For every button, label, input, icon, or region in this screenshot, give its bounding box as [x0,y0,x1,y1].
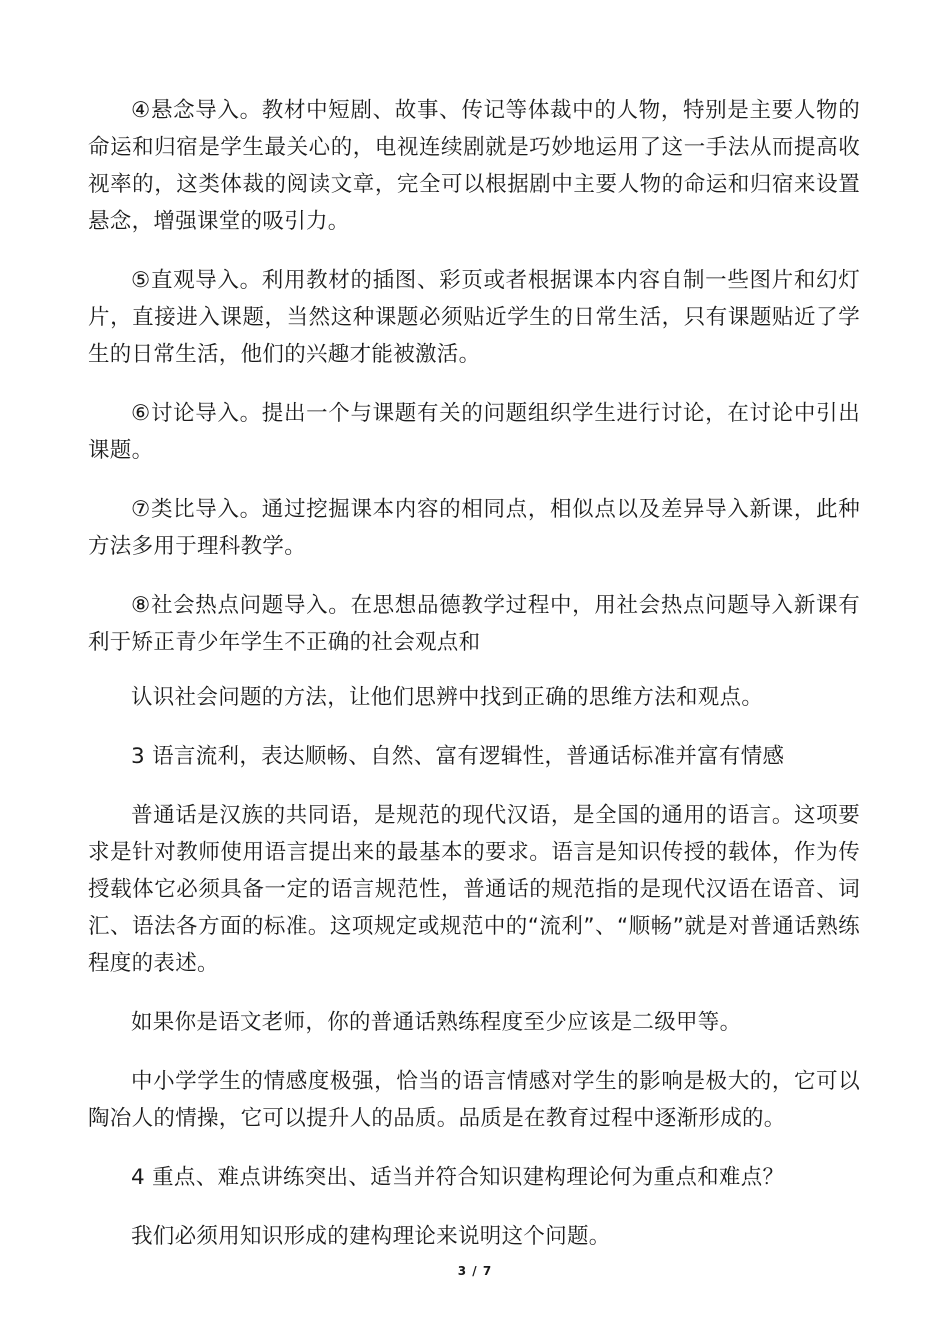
paragraph-putonghua: 普通话是汉族的共同语，是规范的现代汉语，是全国的通用的语言。这项要求是针对教师使用语言提出来的最基本的要求。语言是知识传授的载体，作为传授载体它必须具备一定的语言规范性，普通话的规范指的是现代汉语在语音、词汇、语法各方面的标准。这项规定或规范中的“流利”、“顺畅”就是对普通话熟练程度的表述。 [88,803,860,976]
paragraph-suspense-intro: ④悬念导入。教材中短剧、故事、传记等体裁中的人物，特别是主要人物的命运和归宿是学生最关心的，电视连续剧就是巧妙地运用了这一手法从而提高收视率的，这类体裁的阅读文章，完全可以根据剧中主要人物的命运和归宿来设置悬念，增强课堂的吸引力。 [88,98,860,234]
paragraph-social-hotspot-continued: 认识社会问题的方法，让他们思辨中找到正确的思维方法和观点。 [131,685,764,710]
paragraph-emotion: 中小学学生的情感度极强，恰当的语言情感对学生的影响是极大的，它可以陶冶人的情操，它可以提升人的品质。品质是在教育过程中逐渐形成的。 [88,1069,860,1131]
paragraph-analogy-intro: ⑦类比导入。通过挖掘课本内容的相同点，相似点以及差异导入新课，此种方法多用于理科教学。 [88,497,860,559]
paragraph-visual-intro: ⑤直观导入。利用教材的插图、彩页或者根据课本内容自制一些图片和幻灯片，直接进入课题，当然这种课题必须贴近学生的日常生活，只有课题贴近了学生的日常生活，他们的兴趣才能被激活。 [88,268,860,367]
heading-key-difficult-points: 4 重点、难点讲练突出、适当并符合知识建构理论何为重点和难点？ [131,1165,785,1190]
paragraph-social-hotspot-intro: ⑧社会热点问题导入。在思想品德教学过程中，用社会热点问题导入新课有利于矫正青少年学生不正确的社会观点和 [88,593,860,655]
heading-language-fluency: 3 语言流利，表达顺畅、自然、富有逻辑性，普通话标准并富有情感 [131,744,785,769]
paragraph-discussion-intro: ⑥讨论导入。提出一个与课题有关的问题组织学生进行讨论，在讨论中引出课题。 [88,401,860,463]
paragraph-constructivism: 我们必须用知识形成的建构理论来说明这个问题。 [131,1224,611,1249]
page-number: 3 / 7 [457,1264,493,1278]
body-text [88,92,860,1277]
paragraph-chinese-teacher-level: 如果你是语文老师，你的普通话熟练程度至少应该是二级甲等。 [131,1010,742,1035]
